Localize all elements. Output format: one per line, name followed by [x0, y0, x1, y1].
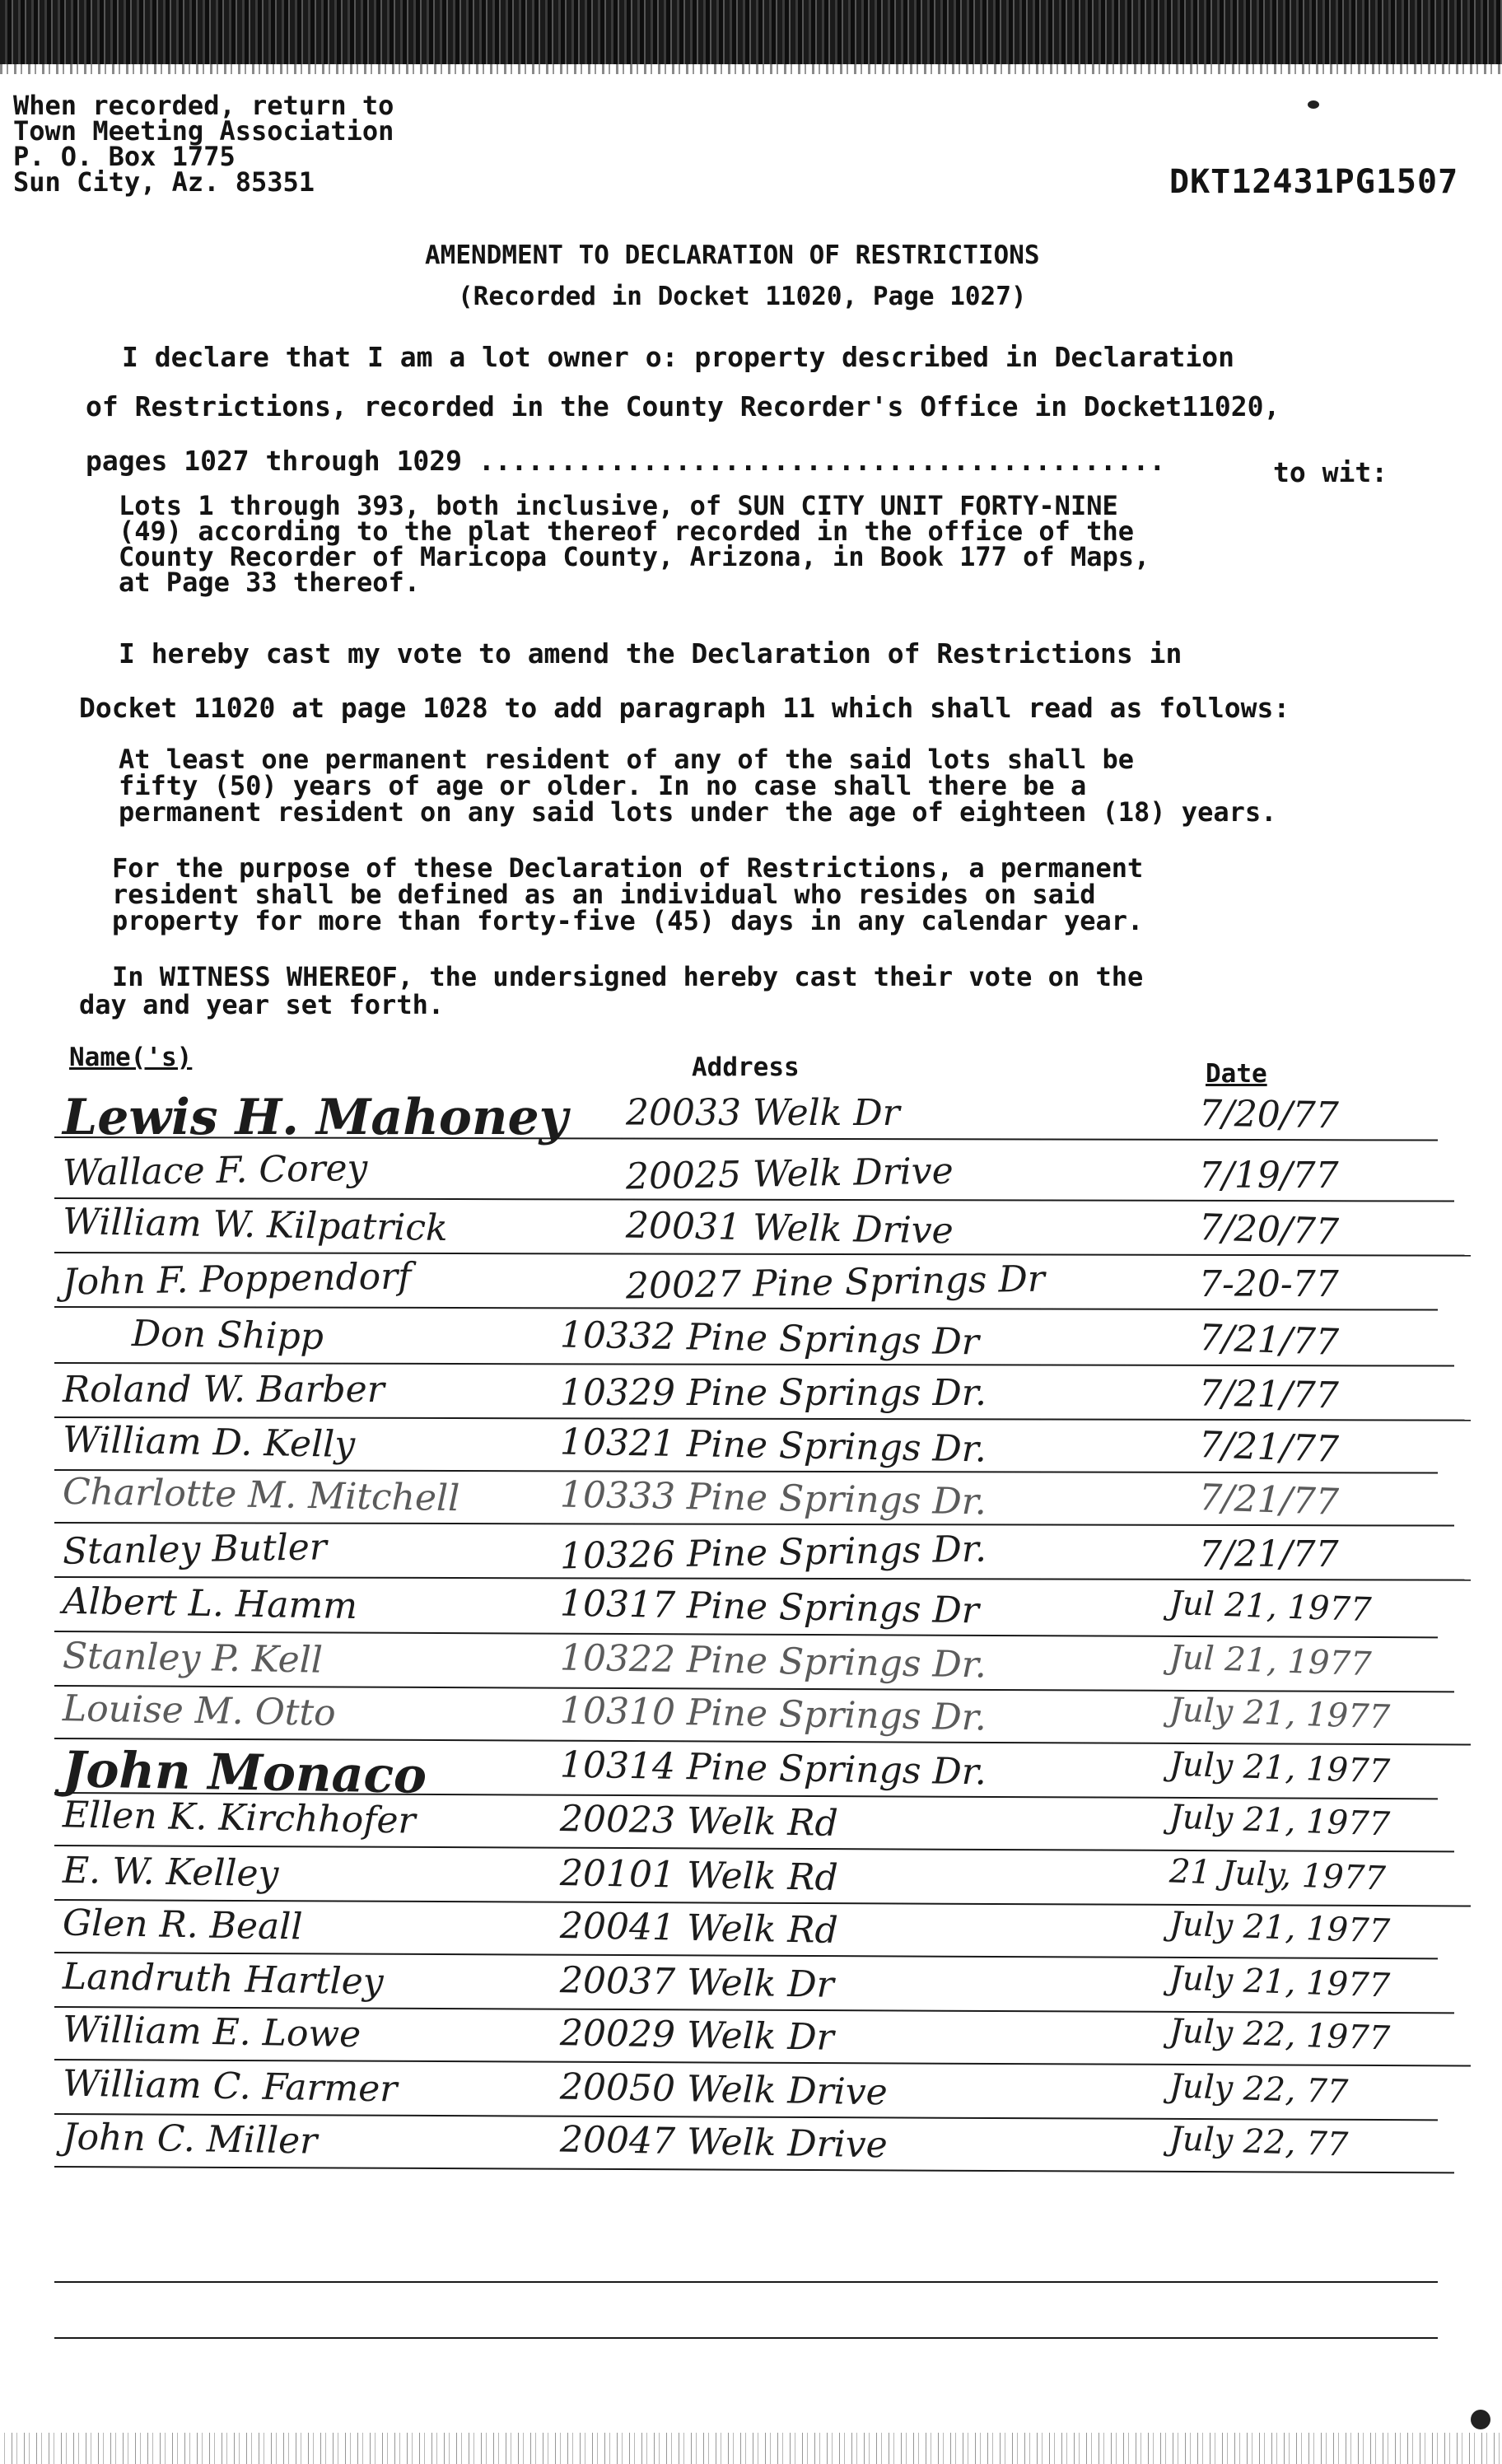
- column-header-name: Name('s): [69, 1043, 193, 1072]
- declaration-to-wit: to wit:: [1273, 456, 1388, 488]
- signer-address: 20025 Welk Drive: [625, 1150, 954, 1198]
- column-header-date: Date: [1206, 1059, 1267, 1089]
- signature-row: [0, 1580, 1502, 1639]
- signer-address: 10329 Pine Springs Dr.: [560, 1372, 987, 1414]
- declaration-line-3: pages 1027 through 1029 ..........................................: [86, 445, 1166, 477]
- signature-row: [0, 1471, 1502, 1530]
- signature-date: July 21, 1977: [1168, 1691, 1391, 1737]
- definition-line-1: For the purpose of these Declaration of Restrictions, a permanent: [112, 852, 1144, 884]
- signer-name: Louise M. Otto: [62, 1687, 337, 1734]
- signature-date: July 21, 1977: [1168, 1905, 1391, 1951]
- signature-date: Jul 21, 1977: [1168, 1638, 1373, 1684]
- return-address-line-2: Town Meeting Association: [13, 115, 394, 147]
- signature-row: [0, 1525, 1502, 1584]
- paragraph-11-line-3: permanent resident on any said lots under the age of eighteen (18) years.: [119, 796, 1277, 828]
- signature-row: [0, 1146, 1502, 1206]
- signature-date: 7/21/77: [1198, 1424, 1340, 1471]
- signature-date: 7/20/77: [1198, 1092, 1340, 1137]
- signature-date: July 22, 77: [1168, 2067, 1349, 2112]
- definition-line-3: property for more than forty-five (45) days in any calendar year.: [112, 905, 1144, 936]
- signature-date: July 22, 77: [1168, 2120, 1349, 2164]
- signer-name: John Monaco: [62, 1741, 427, 1805]
- signer-address: 20033 Welk Dr: [626, 1092, 900, 1134]
- witness-line-1: In WITNESS WHEREOF, the undersigned hereby cast their vote on the: [112, 961, 1144, 992]
- signer-address: 10332 Pine Springs Dr: [559, 1314, 980, 1364]
- signer-address: 20101 Welk Rd: [559, 1852, 839, 1899]
- scan-top-edge: [0, 64, 1502, 74]
- signature-date: 7/21/77: [1198, 1372, 1340, 1417]
- signature-row: [0, 1201, 1502, 1260]
- signer-address: 10314 Pine Springs Dr.: [559, 1743, 987, 1794]
- signature-row: [0, 1794, 1502, 1853]
- signer-name: Wallace F. Corey: [62, 1146, 368, 1195]
- signature-row: [0, 2062, 1502, 2121]
- signer-name: John C. Miller: [62, 2116, 318, 2163]
- signer-name: Ellen K. Kirchhofer: [62, 1794, 417, 1842]
- signer-address: 10310 Pine Springs Dr.: [559, 1689, 987, 1739]
- return-address-line-4: Sun City, Az. 85351: [13, 166, 315, 198]
- signer-name: Albert L. Hamm: [62, 1580, 358, 1628]
- signer-address: 20047 Welk Drive: [559, 2118, 889, 2167]
- scan-bottom-border: [0, 2433, 1502, 2464]
- signature-row: [0, 1741, 1502, 1805]
- signature-line: [54, 1306, 1438, 1311]
- declaration-line-2: of Restrictions, recorded in the County Recorder's Office in Docket11020,: [86, 390, 1280, 422]
- signer-name: Don Shipp: [131, 1312, 324, 1359]
- signer-address: 20029 Welk Dr: [559, 2012, 835, 2059]
- signer-address: 20031 Welk Drive: [625, 1204, 954, 1253]
- signature-date: Jul 21, 1977: [1168, 1584, 1373, 1630]
- lots-line-1: Lots 1 through 393, both inclusive, of SUN CITY UNIT FORTY-NINE: [119, 490, 1118, 521]
- signer-name: E. W. Kelley: [62, 1849, 279, 1896]
- signer-name: Glen R. Beall: [62, 1902, 303, 1948]
- signer-name: John F. Poppendorf: [62, 1255, 412, 1304]
- docket-stamp: DKT12431PG1507: [1169, 163, 1459, 201]
- signer-name: William W. Kilpatrick: [62, 1200, 449, 1250]
- declaration-line-1: I declare that I am a lot owner o: property described in Declaration: [122, 341, 1235, 373]
- paragraph-11-line-1: At least one permanent resident of any of the said lots shall be: [119, 744, 1134, 775]
- signer-name: Landruth Hartley: [62, 1955, 385, 2004]
- scan-top-border: [0, 0, 1502, 64]
- blank-signature-line: [54, 2281, 1438, 2283]
- signer-name: Charlotte M. Mitchell: [62, 1470, 460, 1520]
- witness-line-2: day and year set forth.: [79, 989, 445, 1020]
- signer-address: 10321 Pine Springs Dr.: [559, 1421, 987, 1471]
- signer-address: 20023 Welk Rd: [559, 1798, 839, 1845]
- signature-date: 7/20/77: [1198, 1206, 1340, 1253]
- signer-address: 20050 Welk Drive: [559, 2065, 889, 2114]
- signature-date: 7/19/77: [1199, 1155, 1339, 1197]
- scan-speck: [1471, 2410, 1490, 2429]
- vote-line-2: Docket 11020 at page 1028 to add paragraph 11 which shall read as follows:: [79, 692, 1290, 724]
- signature-date: July 22, 1977: [1168, 2012, 1391, 2058]
- signature-row: [0, 1418, 1502, 1477]
- signature-date: 7/21/77: [1198, 1317, 1340, 1364]
- lots-line-4: at Page 33 thereof.: [119, 567, 421, 598]
- signature-row: [0, 1255, 1502, 1314]
- signature-date: 7/21/77: [1198, 1477, 1340, 1524]
- return-address-line-3: P. O. Box 1775: [13, 141, 236, 172]
- signer-address: 10322 Pine Springs Dr.: [559, 1636, 987, 1687]
- signer-address: 10333 Pine Springs Dr.: [559, 1473, 987, 1524]
- signer-address: 10317 Pine Springs Dr: [559, 1582, 980, 1632]
- signer-address: 20041 Welk Rd: [559, 1905, 839, 1952]
- signature-row: [0, 2008, 1502, 2067]
- signature-row: [0, 1311, 1502, 1370]
- signer-name: Roland W. Barber: [63, 1369, 385, 1411]
- signer-name: Lewis H. Mahoney: [63, 1089, 568, 1146]
- signature-date: 7-20-77: [1199, 1263, 1339, 1305]
- signature-row: [0, 1687, 1502, 1746]
- signer-name: Stanley Butler: [62, 1526, 328, 1573]
- signer-address: 20027 Pine Springs Dr: [625, 1258, 1046, 1308]
- signature-date: 21 July, 1977: [1168, 1852, 1387, 1898]
- signature-date: 7/21/77: [1199, 1533, 1339, 1575]
- signer-name: William D. Kelly: [62, 1418, 356, 1467]
- definition-line-2: resident shall be defined as an individual who resides on said: [112, 879, 1096, 910]
- signature-row: [0, 2115, 1502, 2174]
- signature-row: [0, 1955, 1502, 2014]
- signer-name: William C. Farmer: [62, 2062, 398, 2111]
- signer-name: Stanley P. Kell: [62, 1635, 324, 1682]
- signature-date: July 21, 1977: [1168, 1745, 1391, 1791]
- document-subtitle: (Recorded in Docket 11020, Page 1027): [458, 282, 1027, 311]
- signature-row: [0, 1634, 1502, 1693]
- signer-address: 10326 Pine Springs Dr.: [559, 1528, 987, 1578]
- signer-address: 20037 Welk Dr: [559, 1959, 835, 2006]
- paragraph-11-line-2: fifty (50) years of age or older. In no case shall there be a: [119, 770, 1087, 801]
- signature-date: July 21, 1977: [1168, 1959, 1391, 2005]
- signature-row: [0, 1848, 1502, 1907]
- scan-speck: [1308, 100, 1319, 109]
- return-address-line-1: When recorded, return to: [13, 90, 394, 121]
- vote-line-1: I hereby cast my vote to amend the Declaration of Restrictions in: [119, 637, 1182, 670]
- lots-line-3: County Recorder of Maricopa County, Arizona, in Book 177 of Maps,: [119, 541, 1150, 572]
- signer-name: William E. Lowe: [62, 2008, 362, 2056]
- signature-date: July 21, 1977: [1168, 1798, 1391, 1844]
- signature-row: [0, 1085, 1502, 1145]
- document-title: AMENDMENT TO DECLARATION OF RESTRICTIONS: [425, 240, 1040, 270]
- column-header-address: Address: [692, 1052, 800, 1082]
- signature-row: [0, 1365, 1502, 1425]
- blank-signature-line: [54, 2337, 1438, 2339]
- lots-line-2: (49) according to the plat thereof recorded in the office of the: [119, 516, 1134, 547]
- signature-row: [0, 1901, 1502, 1960]
- signature-line: [54, 2166, 1454, 2173]
